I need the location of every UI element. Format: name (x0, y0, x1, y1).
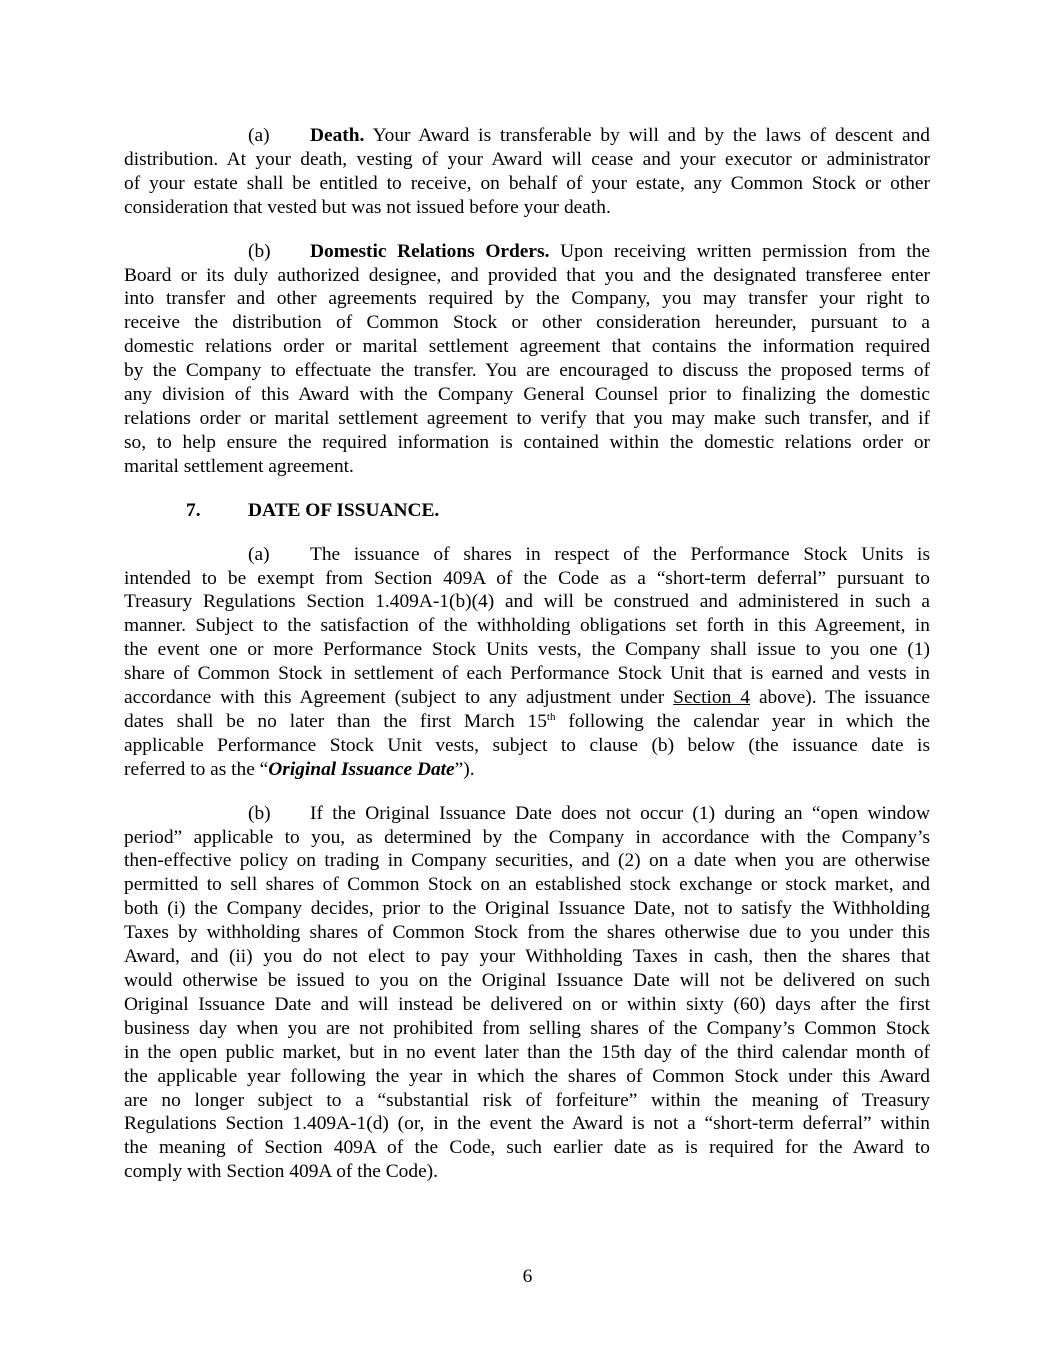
paragraph-marker: (b) (248, 802, 271, 824)
paragraph-line: in the open public market, but in no event later than the 15th day of the third calendar month of (124, 1041, 930, 1063)
paragraph-line: (a) The issuance of shares in respect of the Performance Stock Units is (248, 543, 930, 565)
paragraph-line: manner. Subject to the satisfaction of the withholding obligations set forth in this Agreement, in (124, 615, 930, 637)
paragraph-marker: (b) (248, 240, 271, 262)
paragraph-line: would otherwise be issued to you on the Original Issuance Date will not be delivered on such (124, 970, 930, 991)
paragraph-line: by the Company to effectuate the transfer. You are encouraged to discuss the proposed terms of (124, 360, 930, 382)
paragraph-line: into transfer and other agreements required by the Company, you may transfer your right to (124, 288, 930, 310)
paragraph-line: relations order or marital settlement agreement to verify that you may make such transfer, and if (124, 407, 930, 429)
ordinal-superscript: th (546, 710, 556, 723)
paragraph-line: Taxes by withholding shares of Common Stock from the shares otherwise due to you under this (124, 922, 930, 944)
paragraph-issuance-a (124, 543, 930, 782)
paragraph-line: permitted to sell shares of Common Stock on an established stock exchange or stock market, and (124, 874, 930, 896)
paragraph-title: Death. (310, 125, 365, 146)
paragraph-line: marital settlement agreement. (124, 455, 354, 477)
paragraph-line: Original Issuance Date and will instead be delivered on or within sixty (60) days after the first (124, 993, 930, 1015)
paragraph-line: referred to as the “Original Issuance Date”). (124, 758, 475, 780)
paragraph-line: applicable Performance Stock Unit vests, subject to clause (b) below (the issuance date is (124, 734, 930, 756)
paragraph-line: accordance with this Agreement (subject to any adjustment under Section 4 above). The issuance (124, 687, 930, 709)
document-page (124, 124, 930, 1204)
paragraph-line: Treasury Regulations Section 1.409A-1(b)(4) and will be construed and administered in such a (124, 591, 930, 613)
paragraph-line: Regulations Section 1.409A-1(d) (or, in the event the Award is not a “short-term deferral” within (124, 1113, 930, 1135)
paragraph-line: receive the distribution of Common Stock or other consideration hereunder, pursuant to a (124, 312, 930, 334)
paragraph-line: (a) Death. Your Award is transferable by will and by the laws of descent and (248, 125, 930, 146)
section-number: 7. (186, 499, 201, 521)
page-number: 6 (522, 1266, 533, 1287)
paragraph-line: consideration that vested but was not issued before your death. (124, 196, 611, 218)
paragraph-line: (b) Domestic Relations Orders. Upon receiving written permission from the (248, 240, 931, 262)
paragraph-line: then-effective policy on trading in Company securities, and (2) on a date when you are otherwise (124, 850, 930, 872)
section-title: DATE OF ISSUANCE. (248, 499, 440, 521)
paragraph-marker: (a) (248, 543, 270, 565)
paragraph-line: the event one or more Performance Stock Units vests, the Company shall issue to you one (1) (124, 639, 930, 661)
paragraph-line: both (i) the Company decides, prior to the Original Issuance Date, not to satisfy the Withholding (124, 898, 930, 920)
defined-term: Original Issuance Date (268, 758, 455, 780)
paragraph-line: business day when you are not prohibited from selling shares of the Company’s Common Stock (124, 1017, 930, 1039)
paragraph-line: any division of this Award with the Company General Counsel prior to finalizing the domestic (124, 384, 930, 406)
paragraph-line: the applicable year following the year in which the shares of Common Stock under this Award (124, 1065, 930, 1087)
paragraph-title: Domestic Relations Orders. (310, 240, 550, 262)
paragraph-domestic-relations (124, 240, 930, 479)
paragraph-line: of your estate shall be entitled to receive, on behalf of your estate, any Common Stock or other (124, 172, 930, 194)
paragraph-line: comply with Section 409A of the Code). (124, 1161, 438, 1183)
paragraph-line: the meaning of Section 409A of the Code, such earlier date as is required for the Award to (124, 1137, 930, 1159)
paragraph-line: intended to be exempt from Section 409A of the Code as a “short-term deferral” pursuant to (124, 567, 930, 589)
paragraph-line: (b) If the Original Issuance Date does not occur (1) during an “open window (248, 802, 930, 824)
paragraph-line: distribution. At your death, vesting of your Award will cease and your executor or administrator (124, 148, 930, 170)
paragraph-line: share of Common Stock in settlement of each Performance Stock Unit that is earned and vests in (124, 663, 930, 685)
paragraph-marker: (a) (248, 125, 270, 146)
section-reference-link: Section 4 (673, 687, 750, 709)
paragraph-line: are no longer subject to a “substantial risk of forfeiture” within the meaning of Treasury (124, 1089, 930, 1111)
paragraph-line: dates shall be no later than the first March 15th following the calendar year in which the (124, 710, 930, 732)
paragraph-line: period” applicable to you, as determined by the Company in accordance with the Company’s (124, 826, 930, 848)
paragraph-line: so, to help ensure the required information is contained within the domestic relations order or (124, 431, 930, 453)
paragraph-line: domestic relations order or marital settlement agreement that contains the information required (124, 336, 930, 358)
paragraph-death (124, 124, 930, 220)
paragraph-issuance-b (124, 802, 930, 1185)
paragraph-line: Award, and (ii) you do not elect to pay your Withholding Taxes in cash, then the shares that (124, 946, 930, 968)
paragraph-line: Board or its duly authorized designee, and provided that you and the designated transferee enter (124, 264, 930, 286)
section-heading (124, 499, 930, 523)
